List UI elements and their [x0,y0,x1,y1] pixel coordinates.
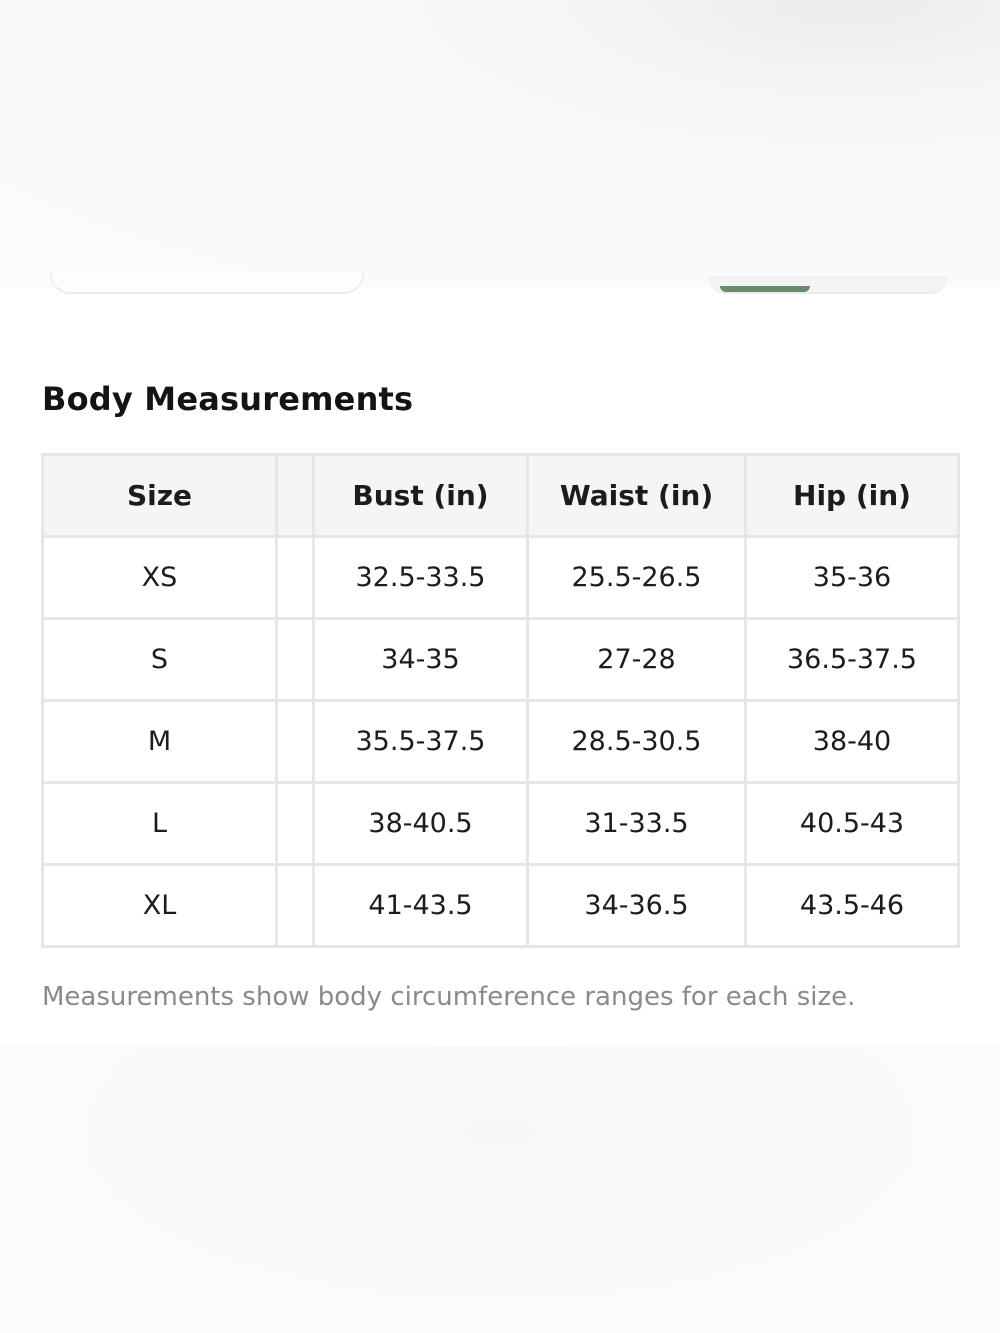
cell-waist: 25.5-26.5 [528,537,746,619]
section-title: Body Measurements [42,380,414,418]
cell-spacer [277,701,314,783]
cell-size: L [43,783,277,865]
cell-waist: 34-36.5 [528,865,746,947]
cell-size: XS [43,537,277,619]
cell-bust: 41-43.5 [314,865,528,947]
header-bust: Bust (in) [314,455,528,537]
cell-spacer [277,537,314,619]
cell-bust: 38-40.5 [314,783,528,865]
cell-size: XL [43,865,277,947]
cell-hip: 35-36 [746,537,959,619]
cell-bust: 32.5-33.5 [314,537,528,619]
cell-hip: 40.5-43 [746,783,959,865]
cell-size: S [43,619,277,701]
table-row [43,865,959,947]
cell-waist: 27-28 [528,619,746,701]
table-row [43,783,959,865]
cell-bust: 35.5-37.5 [314,701,528,783]
table-row [43,537,959,619]
cell-waist: 31-33.5 [528,783,746,865]
background-button-right [708,276,948,294]
header-spacer [277,455,314,537]
cell-waist: 28.5-30.5 [528,701,746,783]
cell-hip: 38-40 [746,701,959,783]
table-header-row [43,455,959,537]
table-row [43,619,959,701]
cell-hip: 43.5-46 [746,865,959,947]
blurred-overlay-bottom [0,1046,1000,1333]
header-size: Size [43,455,277,537]
blurred-overlay-top [0,0,1000,287]
background-button-left [50,272,364,294]
measurements-table [41,453,960,948]
cell-bust: 34-35 [314,619,528,701]
header-hip: Hip (in) [746,455,959,537]
cell-size: M [43,701,277,783]
header-waist: Waist (in) [528,455,746,537]
table-row [43,701,959,783]
cell-hip: 36.5-37.5 [746,619,959,701]
cell-spacer [277,865,314,947]
cell-spacer [277,783,314,865]
measurement-footnote: Measurements show body circumference ranges for each size. [42,982,856,1012]
cell-spacer [277,619,314,701]
background-accent-bar [720,286,810,292]
